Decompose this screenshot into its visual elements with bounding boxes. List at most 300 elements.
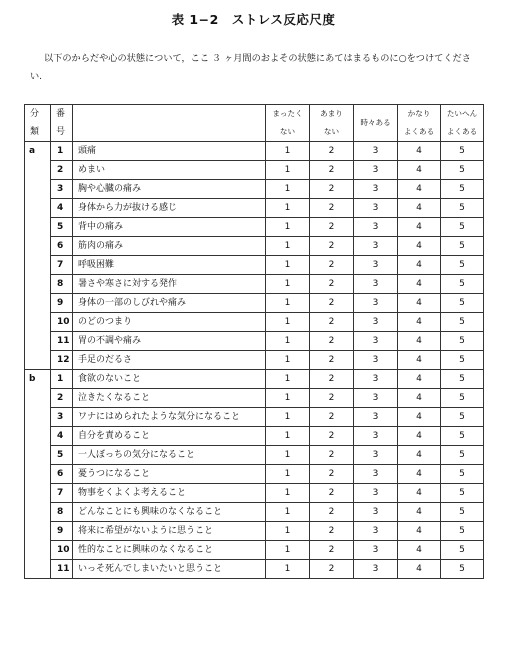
score-value: 4: [416, 355, 422, 365]
table-row: [25, 161, 484, 180]
score-option-2[interactable]: [310, 142, 354, 161]
score-option-3[interactable]: [354, 199, 398, 218]
score-option-2[interactable]: [310, 218, 354, 237]
category-cell: [25, 351, 51, 370]
category-cell: b: [25, 370, 51, 389]
score-option-1[interactable]: [266, 256, 310, 275]
item-number: 8: [51, 503, 73, 522]
category-cell: [25, 503, 51, 522]
score-value: 5: [459, 279, 465, 289]
score-option-5[interactable]: [441, 180, 484, 199]
score-option-3[interactable]: [354, 256, 398, 275]
score-value: 5: [459, 526, 465, 536]
table-row: [25, 370, 484, 389]
score-option-1[interactable]: [266, 446, 310, 465]
score-option-5[interactable]: [441, 541, 484, 560]
score-value: 2: [328, 488, 335, 498]
page-title: 表 1−2 ストレス反応尺度: [171, 12, 336, 27]
category-cell: [25, 522, 51, 541]
score-value: 4: [416, 412, 422, 422]
table-row: [25, 142, 484, 161]
score-option-3[interactable]: [354, 351, 398, 370]
score-option-5[interactable]: [441, 218, 484, 237]
category-cell: [25, 313, 51, 332]
score-option-5[interactable]: [441, 446, 484, 465]
score-value: 2: [328, 374, 335, 384]
score-value: 4: [416, 317, 422, 327]
item-number: 6: [51, 465, 73, 484]
item-number: 8: [51, 275, 73, 294]
score-value: 4: [416, 450, 422, 460]
score-value: 2: [328, 355, 335, 365]
header-scale-5: たいへん よくある: [441, 105, 484, 142]
score-option-5[interactable]: [441, 484, 484, 503]
item-text: 一人ぼっちの気分になること: [73, 446, 266, 465]
score-value: 1: [284, 450, 291, 460]
score-option-2[interactable]: [310, 389, 354, 408]
score-option-1[interactable]: [266, 294, 310, 313]
score-option-5[interactable]: [441, 237, 484, 256]
table-row: [25, 408, 484, 427]
score-option-1[interactable]: [266, 370, 310, 389]
item-text: 頭痛: [73, 142, 266, 161]
score-value: 5: [459, 222, 465, 232]
score-value: 2: [328, 279, 335, 289]
score-option-1[interactable]: [266, 484, 310, 503]
header-scale-3: 時々ある: [354, 105, 398, 142]
score-option-1[interactable]: [266, 522, 310, 541]
score-value: 1: [284, 374, 291, 384]
score-value: 3: [372, 336, 379, 346]
table-row: [25, 275, 484, 294]
score-value: 3: [372, 507, 379, 517]
item-number: 2: [51, 389, 73, 408]
score-option-4[interactable]: [398, 560, 441, 579]
score-option-4[interactable]: [398, 237, 441, 256]
score-option-5[interactable]: [441, 256, 484, 275]
score-option-4[interactable]: [398, 199, 441, 218]
score-option-3[interactable]: [354, 541, 398, 560]
item-text: 胃の不調や痛み: [73, 332, 266, 351]
score-option-4[interactable]: [398, 370, 441, 389]
score-value: 4: [416, 488, 422, 498]
score-option-2[interactable]: [310, 541, 354, 560]
score-value: 2: [328, 260, 335, 270]
header-scale-2: あまり ない: [310, 105, 354, 142]
score-option-3[interactable]: [354, 218, 398, 237]
item-number: 7: [51, 256, 73, 275]
table-row: [25, 522, 484, 541]
score-value: 5: [459, 336, 465, 346]
table-row: [25, 351, 484, 370]
score-option-2[interactable]: [310, 370, 354, 389]
score-value: 4: [416, 203, 422, 213]
score-option-5[interactable]: [441, 275, 484, 294]
table-row: [25, 541, 484, 560]
score-option-3[interactable]: [354, 389, 398, 408]
score-value: 5: [459, 317, 465, 327]
score-option-2[interactable]: [310, 199, 354, 218]
score-value: 4: [416, 241, 422, 251]
score-option-5[interactable]: [441, 389, 484, 408]
item-number: 3: [51, 180, 73, 199]
score-value: 3: [372, 488, 379, 498]
score-option-3[interactable]: [354, 370, 398, 389]
score-option-5[interactable]: [441, 142, 484, 161]
item-number: 4: [51, 199, 73, 218]
score-option-4[interactable]: [398, 294, 441, 313]
score-option-1[interactable]: [266, 275, 310, 294]
table-row: [25, 389, 484, 408]
category-cell: [25, 446, 51, 465]
item-number: 9: [51, 522, 73, 541]
score-value: 3: [372, 222, 379, 232]
score-value: 1: [284, 203, 291, 213]
score-value: 5: [459, 469, 465, 479]
score-value: 1: [284, 222, 291, 232]
score-option-2[interactable]: [310, 237, 354, 256]
item-text: 性的なことに興味のなくなること: [73, 541, 266, 560]
score-value: 4: [416, 146, 422, 156]
category-cell: [25, 199, 51, 218]
score-option-1[interactable]: [266, 560, 310, 579]
table-row: [25, 560, 484, 579]
score-option-1[interactable]: [266, 503, 310, 522]
table-row: [25, 256, 484, 275]
score-option-5[interactable]: [441, 427, 484, 446]
score-value: 5: [459, 431, 465, 441]
score-option-1[interactable]: [266, 389, 310, 408]
score-option-4[interactable]: [398, 541, 441, 560]
score-option-4[interactable]: [398, 503, 441, 522]
header-item: [73, 105, 266, 142]
score-option-3[interactable]: [354, 427, 398, 446]
score-value: 1: [284, 279, 291, 289]
score-option-4[interactable]: [398, 522, 441, 541]
score-option-3[interactable]: [354, 484, 398, 503]
score-value: 1: [284, 393, 291, 403]
category-cell: [25, 408, 51, 427]
score-option-4[interactable]: [398, 332, 441, 351]
score-value: 2: [328, 431, 335, 441]
score-value: 4: [416, 564, 422, 574]
score-value: 3: [372, 374, 379, 384]
score-value: 1: [284, 469, 291, 479]
header-scale-1: まったく ない: [266, 105, 310, 142]
header-scale-4: かなり よくある: [398, 105, 441, 142]
score-value: 3: [372, 545, 379, 555]
score-value: 2: [328, 184, 335, 194]
score-option-1[interactable]: [266, 199, 310, 218]
score-option-2[interactable]: [310, 484, 354, 503]
score-value: 3: [372, 431, 379, 441]
score-value: 4: [416, 260, 422, 270]
item-text: めまい: [73, 161, 266, 180]
score-option-5[interactable]: [441, 503, 484, 522]
score-value: 4: [416, 184, 422, 194]
category-cell: [25, 541, 51, 560]
score-value: 3: [372, 279, 379, 289]
category-cell: [25, 256, 51, 275]
score-option-4[interactable]: [398, 180, 441, 199]
score-value: 2: [328, 298, 335, 308]
score-option-2[interactable]: [310, 427, 354, 446]
score-option-5[interactable]: [441, 370, 484, 389]
score-value: 1: [284, 146, 291, 156]
table-row: [25, 427, 484, 446]
score-value: 1: [284, 336, 291, 346]
score-value: 3: [372, 393, 379, 403]
score-option-5[interactable]: [441, 351, 484, 370]
item-number: 10: [51, 541, 73, 560]
score-option-2[interactable]: [310, 294, 354, 313]
table-row: [25, 503, 484, 522]
item-text: 胸や心臓の痛み: [73, 180, 266, 199]
item-number: 11: [51, 332, 73, 351]
score-value: 5: [459, 412, 465, 422]
table-row: [25, 465, 484, 484]
score-value: 2: [328, 146, 335, 156]
score-value: 4: [416, 336, 422, 346]
score-value: 5: [459, 545, 465, 555]
score-option-5[interactable]: [441, 332, 484, 351]
score-option-4[interactable]: [398, 256, 441, 275]
score-option-1[interactable]: [266, 142, 310, 161]
score-option-4[interactable]: [398, 161, 441, 180]
score-option-1[interactable]: [266, 465, 310, 484]
item-number: 4: [51, 427, 73, 446]
score-value: 4: [416, 279, 422, 289]
score-option-5[interactable]: [441, 199, 484, 218]
score-option-3[interactable]: [354, 465, 398, 484]
score-option-4[interactable]: [398, 275, 441, 294]
table-row: [25, 180, 484, 199]
score-option-4[interactable]: [398, 351, 441, 370]
category-cell: [25, 161, 51, 180]
item-text: のどのつまり: [73, 313, 266, 332]
score-value: 5: [459, 450, 465, 460]
score-value: 3: [372, 412, 379, 422]
score-value: 5: [459, 298, 465, 308]
score-value: 4: [416, 165, 422, 175]
item-text: 食欲のないこと: [73, 370, 266, 389]
score-option-3[interactable]: [354, 446, 398, 465]
score-value: 3: [372, 469, 379, 479]
item-text: 将来に希望がないように思うこと: [73, 522, 266, 541]
score-value: 5: [459, 203, 465, 213]
item-text: 呼吸困難: [73, 256, 266, 275]
score-option-5[interactable]: [441, 465, 484, 484]
score-option-3[interactable]: [354, 503, 398, 522]
score-value: 3: [372, 564, 379, 574]
category-cell: [25, 465, 51, 484]
score-option-3[interactable]: [354, 294, 398, 313]
score-value: 2: [328, 507, 335, 517]
item-text: ワナにはめられたような気分になること: [73, 408, 266, 427]
score-option-4[interactable]: [398, 408, 441, 427]
category-cell: a: [25, 142, 51, 161]
score-option-4[interactable]: [398, 427, 441, 446]
table-row: [25, 218, 484, 237]
score-value: 1: [284, 241, 291, 251]
score-option-4[interactable]: [398, 218, 441, 237]
score-option-2[interactable]: [310, 256, 354, 275]
item-text: 背中の痛み: [73, 218, 266, 237]
score-option-2[interactable]: [310, 465, 354, 484]
score-value: 3: [372, 241, 379, 251]
score-option-4[interactable]: [398, 446, 441, 465]
score-option-1[interactable]: [266, 408, 310, 427]
score-value: 4: [416, 469, 422, 479]
category-cell: [25, 180, 51, 199]
score-option-2[interactable]: [310, 351, 354, 370]
score-value: 3: [372, 260, 379, 270]
score-option-2[interactable]: [310, 275, 354, 294]
score-value: 4: [416, 374, 422, 384]
score-value: 2: [328, 412, 335, 422]
score-option-3[interactable]: [354, 522, 398, 541]
score-value: 3: [372, 146, 379, 156]
score-value: 2: [328, 222, 335, 232]
score-option-3[interactable]: [354, 313, 398, 332]
score-option-2[interactable]: [310, 446, 354, 465]
score-value: 5: [459, 146, 465, 156]
score-value: 3: [372, 165, 379, 175]
score-value: 4: [416, 431, 422, 441]
item-number: 6: [51, 237, 73, 256]
score-option-2[interactable]: [310, 161, 354, 180]
score-option-3[interactable]: [354, 237, 398, 256]
score-value: 3: [372, 184, 379, 194]
table-body: [25, 142, 484, 579]
score-value: 5: [459, 393, 465, 403]
score-value: 1: [284, 507, 291, 517]
item-text: 身体の一部のしびれや痛み: [73, 294, 266, 313]
table-row: [25, 237, 484, 256]
instructions-text: 以下のからだや心の状態について，ここ ３ ヶ月間のおよその状態にあてはまるものに○をつけてください.: [30, 53, 471, 82]
score-option-4[interactable]: [398, 313, 441, 332]
score-option-5[interactable]: [441, 313, 484, 332]
score-option-1[interactable]: [266, 427, 310, 446]
score-option-4[interactable]: [398, 142, 441, 161]
score-option-4[interactable]: [398, 389, 441, 408]
category-cell: [25, 427, 51, 446]
score-value: 2: [328, 165, 335, 175]
item-number: 12: [51, 351, 73, 370]
score-value: 5: [459, 355, 465, 365]
score-value: 5: [459, 165, 465, 175]
score-option-1[interactable]: [266, 218, 310, 237]
category-cell: [25, 218, 51, 237]
item-text: 物事をくよくよ考えること: [73, 484, 266, 503]
item-text: 泣きたくなること: [73, 389, 266, 408]
item-number: 9: [51, 294, 73, 313]
table-row: [25, 446, 484, 465]
table-row: [25, 313, 484, 332]
item-text: 自分を責めること: [73, 427, 266, 446]
category-cell: [25, 275, 51, 294]
score-option-5[interactable]: [441, 161, 484, 180]
table-row: [25, 294, 484, 313]
score-value: 2: [328, 545, 335, 555]
score-value: 5: [459, 241, 465, 251]
score-option-5[interactable]: [441, 294, 484, 313]
score-option-3[interactable]: [354, 142, 398, 161]
score-value: 4: [416, 507, 422, 517]
item-text: 憂うつになること: [73, 465, 266, 484]
score-value: 4: [416, 222, 422, 232]
score-option-2[interactable]: [310, 560, 354, 579]
score-option-2[interactable]: [310, 522, 354, 541]
item-number: 1: [51, 142, 73, 161]
item-number: 7: [51, 484, 73, 503]
score-value: 1: [284, 412, 291, 422]
score-value: 3: [372, 450, 379, 460]
score-value: 4: [416, 298, 422, 308]
score-value: 1: [284, 488, 291, 498]
score-value: 3: [372, 355, 379, 365]
item-number: 5: [51, 218, 73, 237]
score-option-3[interactable]: [354, 275, 398, 294]
score-value: 5: [459, 488, 465, 498]
score-option-2[interactable]: [310, 503, 354, 522]
score-value: 4: [416, 526, 422, 536]
score-option-2[interactable]: [310, 332, 354, 351]
item-text: 暑さや寒さに対する発作: [73, 275, 266, 294]
item-number: 11: [51, 560, 73, 579]
table-header-row: [25, 105, 484, 142]
item-text: 身体から力が抜ける感じ: [73, 199, 266, 218]
score-value: 1: [284, 260, 291, 270]
score-option-3[interactable]: [354, 560, 398, 579]
item-number: 10: [51, 313, 73, 332]
score-value: 1: [284, 526, 291, 536]
score-option-3[interactable]: [354, 332, 398, 351]
score-option-5[interactable]: [441, 560, 484, 579]
score-value: 1: [284, 431, 291, 441]
item-text: 手足のだるさ: [73, 351, 266, 370]
score-value: 1: [284, 298, 291, 308]
score-option-3[interactable]: [354, 408, 398, 427]
score-option-5[interactable]: [441, 522, 484, 541]
score-option-4[interactable]: [398, 465, 441, 484]
table-row: [25, 199, 484, 218]
score-option-1[interactable]: [266, 313, 310, 332]
score-option-1[interactable]: [266, 161, 310, 180]
score-option-5[interactable]: [441, 408, 484, 427]
score-option-3[interactable]: [354, 180, 398, 199]
score-option-2[interactable]: [310, 313, 354, 332]
score-option-1[interactable]: [266, 541, 310, 560]
category-cell: [25, 484, 51, 503]
score-option-1[interactable]: [266, 351, 310, 370]
score-option-1[interactable]: [266, 332, 310, 351]
score-option-2[interactable]: [310, 408, 354, 427]
score-option-1[interactable]: [266, 237, 310, 256]
score-option-2[interactable]: [310, 180, 354, 199]
score-value: 2: [328, 526, 335, 536]
score-option-3[interactable]: [354, 161, 398, 180]
score-value: 2: [328, 203, 335, 213]
score-option-4[interactable]: [398, 484, 441, 503]
score-value: 1: [284, 545, 291, 555]
score-value: 3: [372, 526, 379, 536]
score-option-1[interactable]: [266, 180, 310, 199]
score-value: 1: [284, 165, 291, 175]
score-value: 1: [284, 317, 291, 327]
score-value: 2: [328, 564, 335, 574]
item-number: 1: [51, 370, 73, 389]
